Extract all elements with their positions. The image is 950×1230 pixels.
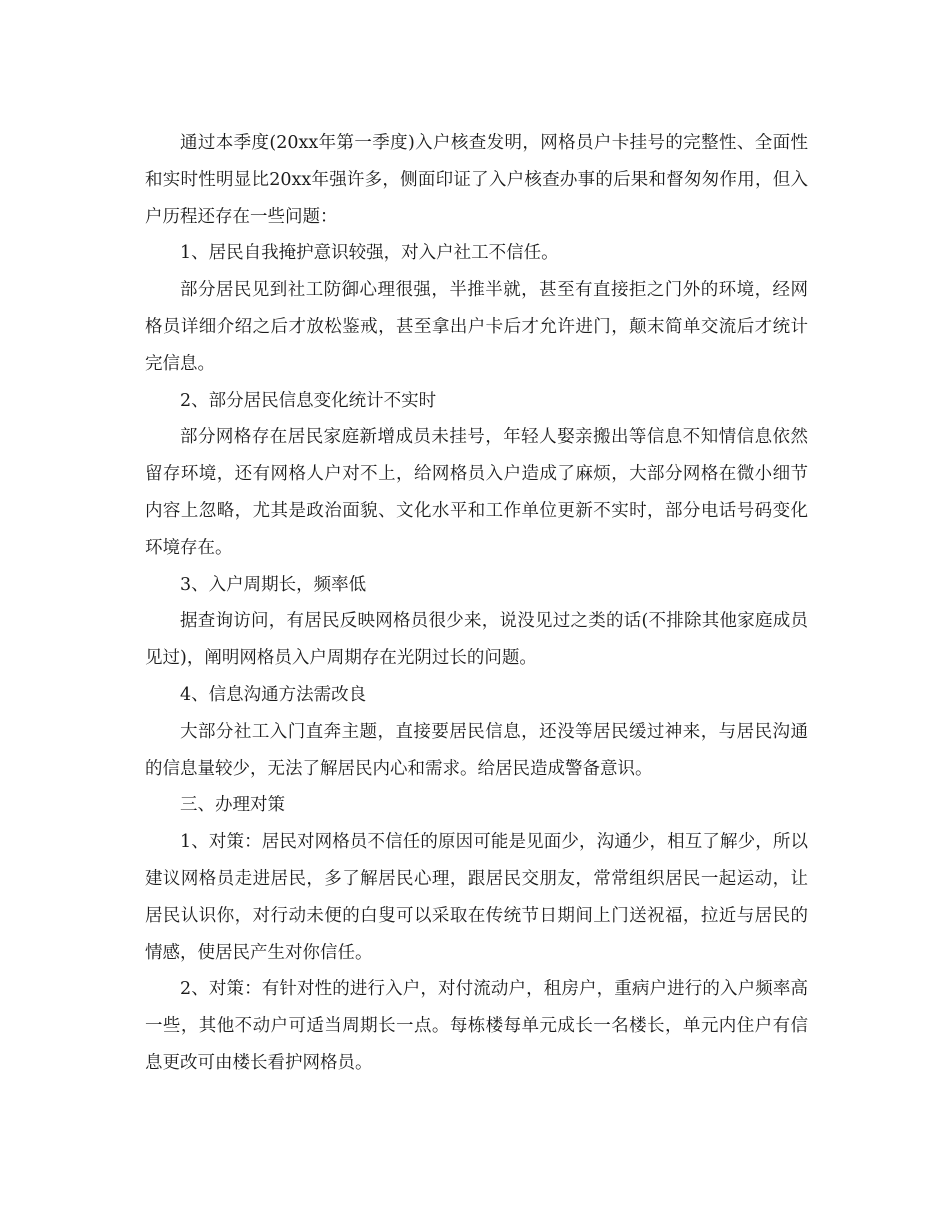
paragraph-item-1: 部分居民见到社工防御心理很强，半推半就，甚至有直接拒之门外的环境，经网格员详细介绍之后才放松鉴戒，甚至拿出户卡后才允许进门，颠末简单交流后才统计完信息。	[145, 280, 808, 374]
heading-item-3: 3、入户周期长，频率低	[180, 574, 367, 595]
paragraph-countermeasure-2: 2、对策：有针对性的进行入户，对付流动户，租房户，重病户进行的入户频率高一些，其他不动户可适当周期长一点。每栋楼每单元成长一名楼长，单元内住户有信息更改可由楼长看护网格员。	[145, 979, 808, 1073]
paragraph-item-2: 部分网格存在居民家庭新增成员未挂号，年轻人娶亲搬出等信息不知情信息依然留存环境，还有网格人户对不上，给网格员入户造成了麻烦，大部分网格在微小细节内容上忽略，尤其是政治面貌、文化水平和工作单位更新不实时，部分电话号码变化环境存在。	[145, 427, 808, 558]
paragraph-countermeasure-1: 1、对策：居民对网格员不信任的原因可能是见面少，沟通少，相互了解少，所以建议网格员走进居民，多了解居民心理，跟居民交朋友，常常组织居民一起运动，让居民认识你，对行动未便的白叟可以采取在传统节日期间上门送祝福，拉近与居民的情感，使居民产生对你信任。	[145, 832, 808, 963]
document-body	[145, 125, 808, 1082]
heading-item-1: 1、居民自我掩护意识较强，对入户社工不信任。	[180, 243, 559, 264]
heading-item-2: 2、部分居民信息变化统计不实时	[180, 390, 437, 411]
paragraph-intro: 通过本季度(20xx年第一季度)入户核查发明，网格员户卡挂号的完整性、全面性和实时性明显比20xx年强许多，侧面印证了入户核查办事的后果和督匆匆作用，但入户历程还存在一些问题：	[145, 133, 808, 227]
paragraph-item-3: 据查询访问，有居民反映网格员很少来，说没见过之类的话(不排除其他家庭成员见过)，阐明网格员入户周期存在光阴过长的问题。	[145, 611, 808, 669]
heading-item-4: 4、信息沟通方法需改良	[180, 684, 367, 705]
paragraph-item-4: 大部分社工入门直奔主题，直接要居民信息，还没等居民缓过神来，与居民沟通的信息量较少，无法了解居民内心和需求。给居民造成警备意识。	[145, 721, 808, 779]
section-heading-countermeasures: 三、办理对策	[180, 795, 285, 816]
